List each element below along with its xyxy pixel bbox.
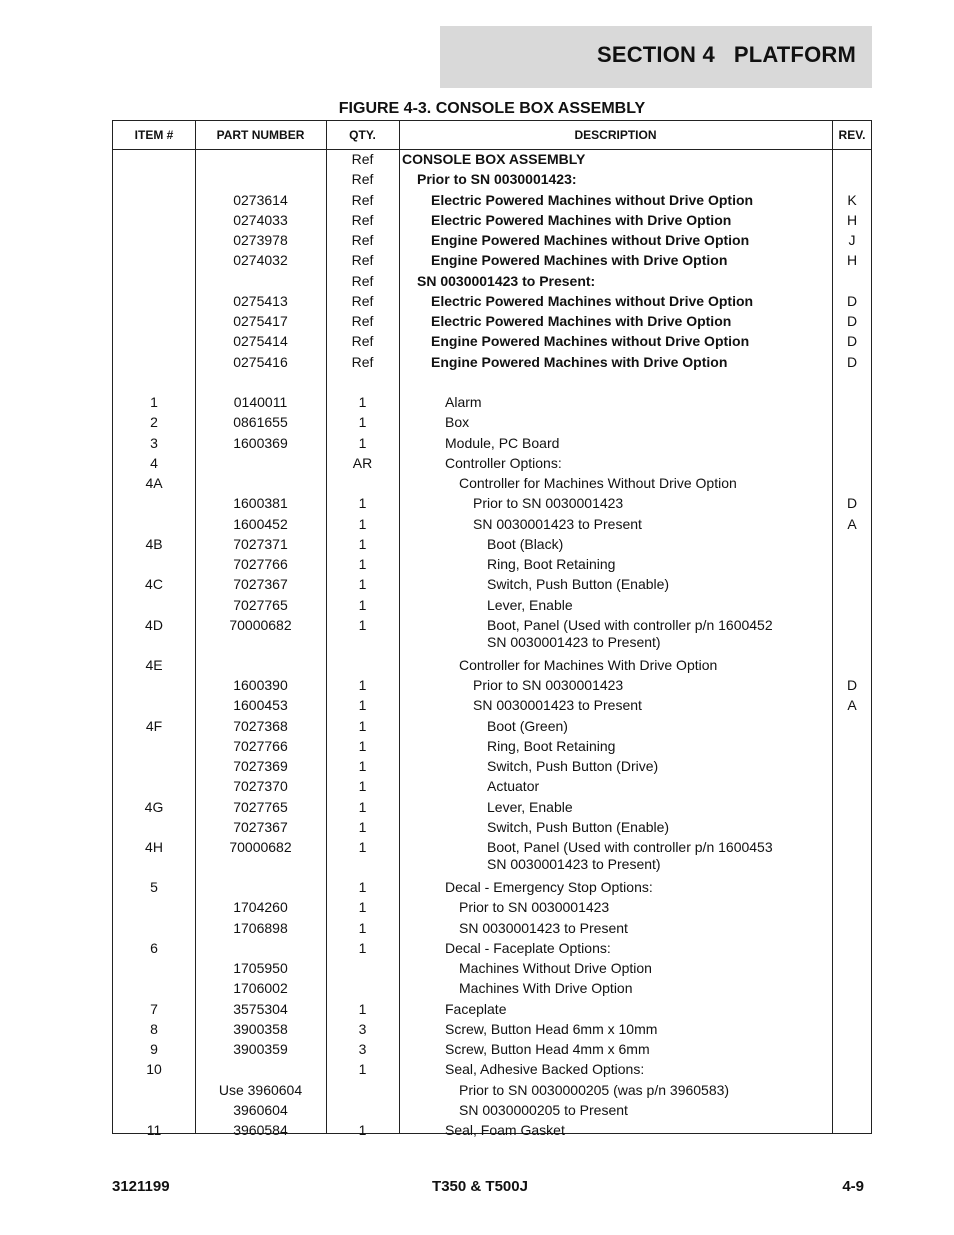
part-number-cell: 0275414 [233, 333, 288, 350]
table-row [113, 819, 871, 839]
description-cell: Machines With Drive Option [459, 980, 633, 997]
part-number-cell: 1600453 [233, 697, 288, 714]
description-cell: Switch, Push Button (Drive) [487, 758, 659, 774]
part-number-cell: 3960604 [233, 1101, 288, 1118]
table-row [113, 1122, 871, 1142]
part-number-cell: 7027369 [233, 758, 288, 774]
item-cell: 9 [150, 1041, 158, 1057]
part-number-cell: 1600369 [233, 434, 288, 451]
qty-cell: Ref [351, 191, 374, 208]
qty-cell: 1 [358, 414, 367, 431]
part-number-cell: 1600452 [233, 515, 288, 532]
item-cell: 5 [150, 879, 158, 895]
description-cell: CONSOLE BOX ASSEMBLY [402, 151, 586, 167]
description-cell: Prior to SN 0030001423 [473, 495, 624, 512]
item-cell: 4B [145, 535, 163, 552]
section-header [440, 26, 872, 88]
column-header-qty: QTY. [349, 128, 376, 142]
qty-cell: 3 [358, 1041, 367, 1057]
qty-cell: 1 [358, 556, 367, 572]
part-number-cell: 3900358 [233, 1020, 288, 1037]
part-number-cell: 1706898 [233, 919, 288, 936]
qty-cell: Ref [351, 232, 374, 248]
footer-doc-number: 3121199 [112, 1178, 170, 1195]
table-row [113, 980, 871, 1000]
table-row [113, 758, 871, 778]
qty-cell: Ref [351, 151, 374, 167]
qty-cell: 1 [358, 879, 367, 895]
qty-cell: 1 [358, 717, 367, 734]
description-cell: Faceplate [445, 1000, 507, 1017]
description-cell: Boot (Green) [487, 717, 568, 734]
table-row [113, 435, 871, 455]
qty-cell: AR [352, 454, 373, 471]
item-cell: 4A [145, 475, 163, 491]
table-row [113, 799, 871, 819]
description-cell: Lever, Enable [487, 798, 573, 815]
qty-cell: Ref [351, 313, 374, 329]
table-row [113, 677, 871, 697]
part-number-cell: 0274032 [233, 252, 288, 269]
part-number-cell: 0275417 [233, 313, 288, 329]
table-row [113, 394, 871, 414]
part-number-cell: 7027371 [233, 535, 288, 552]
rev-cell: D [846, 333, 858, 350]
rev-cell: H [846, 252, 858, 269]
description-cell: Prior to SN 0030001423 [473, 677, 624, 693]
table-row [113, 1102, 871, 1122]
table-row [113, 212, 871, 232]
description-cell: Engine Powered Machines without Drive Option [431, 333, 750, 350]
item-cell: 2 [150, 414, 158, 431]
table-row [113, 839, 871, 877]
part-number-cell: 7027765 [233, 596, 288, 613]
rev-cell: D [846, 353, 858, 370]
part-number-cell: 0273614 [233, 191, 288, 208]
description-cell: Controller for Machines With Drive Option [459, 656, 718, 673]
table-row [113, 313, 871, 333]
item-cell: 3 [150, 434, 158, 451]
part-number-cell: 70000682 [229, 839, 292, 855]
table-row [113, 1061, 871, 1081]
description-cell: Alarm [445, 394, 482, 410]
column-header-rev: REV. [838, 128, 866, 142]
part-number-cell: 0275416 [233, 353, 288, 370]
table-row [113, 576, 871, 596]
table-row [113, 940, 871, 960]
rev-cell: D [846, 495, 858, 512]
description-cell: Electric Powered Machines with Drive Option [431, 313, 732, 329]
rev-cell: A [847, 697, 857, 714]
part-number-cell: 0140011 [233, 394, 288, 410]
description-cell: SN 0030000205 to Present [459, 1101, 628, 1118]
description-cell: Actuator [487, 778, 540, 795]
item-cell: 4F [145, 717, 163, 734]
qty-cell: 1 [358, 939, 367, 956]
part-number-cell: 1706002 [233, 980, 288, 997]
table-row [113, 455, 871, 475]
item-cell: 4H [145, 839, 163, 855]
item-cell: 4G [144, 798, 164, 815]
part-number-cell: 3960584 [233, 1122, 288, 1138]
description-cell: Engine Powered Machines with Drive Option [431, 353, 728, 370]
qty-cell: 1 [358, 919, 367, 936]
description-cell: Switch, Push Button (Enable) [487, 818, 670, 835]
table-row [113, 252, 871, 272]
part-number-cell: 7027766 [233, 556, 288, 572]
table-row [113, 293, 871, 313]
part-number-cell: 1600381 [233, 495, 288, 512]
part-number-cell: 0275413 [233, 292, 288, 309]
qty-cell: Ref [351, 353, 374, 370]
part-number-cell: 0273978 [233, 232, 288, 248]
rev-cell: J [848, 232, 856, 248]
table-row [113, 1021, 871, 1041]
table-row [113, 960, 871, 980]
description-cell: Electric Powered Machines without Drive Option [431, 292, 754, 309]
item-cell: 4E [145, 656, 163, 673]
table-row [113, 879, 871, 899]
part-number-cell: 7027367 [233, 576, 288, 593]
table-row [113, 718, 871, 738]
description-cell: SN 0030001423 to Present [473, 697, 642, 714]
figure-title: FIGURE 4-3. CONSOLE BOX ASSEMBLY [338, 100, 646, 117]
part-number-cell: 7027766 [233, 737, 288, 754]
part-number-cell: 7027765 [233, 798, 288, 815]
qty-cell: 1 [358, 596, 367, 613]
part-number-cell: 1600390 [233, 677, 288, 693]
item-cell: 4C [145, 576, 163, 593]
item-cell: 10 [146, 1061, 162, 1078]
qty-cell: 1 [358, 798, 367, 815]
qty-cell: Ref [351, 171, 374, 188]
qty-cell: 1 [358, 1000, 367, 1017]
table-row [113, 333, 871, 353]
qty-cell: 1 [358, 758, 367, 774]
qty-cell: 1 [358, 1061, 367, 1078]
part-number-cell: 70000682 [229, 616, 292, 633]
item-cell: 1 [150, 394, 158, 410]
qty-cell: 1 [358, 1122, 367, 1138]
description-cell: Boot, Panel (Used with controller p/n 1600452 SN 0030001423 to Present) [487, 616, 773, 650]
description-cell: SN 0030001423 to Present [473, 515, 642, 532]
part-number-cell: 1705950 [233, 960, 288, 976]
qty-cell: 1 [358, 576, 367, 593]
description-cell: Lever, Enable [487, 596, 573, 613]
qty-cell: 1 [358, 677, 367, 693]
table-row [113, 920, 871, 940]
description-cell: Prior to SN 0030001423: [417, 171, 577, 188]
description-cell: Prior to SN 0030001423 [459, 899, 610, 916]
description-cell: Ring, Boot Retaining [487, 737, 616, 754]
qty-cell: Ref [351, 272, 374, 289]
item-cell: 4D [145, 616, 163, 633]
section-title: SECTION 4 PLATFORM [596, 42, 856, 67]
qty-cell: 1 [358, 515, 367, 532]
description-cell: Seal, Foam Gasket [445, 1122, 565, 1138]
description-cell: Engine Powered Machines without Drive Option [431, 232, 750, 248]
part-number-cell: 7027367 [233, 818, 288, 835]
column-header-description: DESCRIPTION [574, 128, 657, 142]
description-cell: Seal, Adhesive Backed Options: [445, 1061, 645, 1078]
item-cell: 6 [150, 939, 158, 956]
description-cell: Screw, Button Head 6mm x 10mm [445, 1020, 658, 1037]
description-cell: Electric Powered Machines without Drive Option [431, 191, 754, 208]
table-row [113, 192, 871, 212]
part-number-cell: 1704260 [233, 899, 288, 916]
footer-page-number: 4-9 [842, 1178, 864, 1195]
description-cell: Box [445, 414, 470, 431]
description-cell: Boot, Panel (Used with controller p/n 1600453 SN 0030001423 to Present) [487, 839, 773, 872]
qty-cell: Ref [351, 211, 374, 228]
description-cell: Machines Without Drive Option [459, 960, 652, 976]
column-header-part-number: PART NUMBER [216, 128, 305, 142]
table-row [113, 516, 871, 536]
qty-cell: 1 [358, 394, 367, 410]
rev-cell: H [846, 211, 858, 228]
column-header-item: ITEM # [134, 128, 174, 142]
qty-cell: 1 [358, 778, 367, 795]
description-cell: Boot (Black) [487, 535, 564, 552]
table-row [113, 899, 871, 919]
footer-model: T350 & T500J [432, 1178, 528, 1195]
qty-cell: 1 [358, 818, 367, 835]
description-cell: Controller Options: [445, 454, 562, 471]
table-row [113, 354, 871, 374]
qty-cell: 1 [358, 535, 367, 552]
table-row [113, 495, 871, 515]
table-row [113, 1041, 871, 1061]
qty-cell: Ref [351, 333, 374, 350]
table-row [113, 273, 871, 293]
table-row [113, 475, 871, 495]
table-row [113, 657, 871, 677]
rev-cell: K [847, 191, 857, 208]
qty-cell: 1 [358, 434, 367, 451]
part-number-cell: 3575304 [233, 1000, 288, 1017]
description-cell: Module, PC Board [445, 434, 560, 451]
description-cell: Switch, Push Button (Enable) [487, 576, 670, 593]
table-row [113, 778, 871, 798]
table-row [113, 556, 871, 576]
qty-cell: 1 [358, 737, 367, 754]
qty-cell: 1 [358, 616, 367, 633]
qty-cell: 1 [358, 697, 367, 714]
qty-cell: 1 [358, 899, 367, 916]
table-row [113, 232, 871, 252]
table-row [113, 1001, 871, 1021]
item-cell: 7 [150, 1000, 158, 1017]
table-row [113, 1082, 871, 1102]
rev-cell: D [846, 292, 858, 309]
parts-table [112, 120, 872, 1138]
part-number-cell: 0861655 [233, 414, 288, 431]
description-cell: SN 0030001423 to Present [459, 919, 628, 936]
description-cell: Ring, Boot Retaining [487, 556, 616, 572]
rev-cell: D [846, 313, 858, 329]
table-row [113, 374, 871, 394]
part-number-cell: 7027368 [233, 717, 288, 734]
description-cell: Controller for Machines Without Drive Option [459, 475, 737, 491]
part-number-cell: 7027370 [233, 778, 288, 795]
description-cell: Decal - Emergency Stop Options: [445, 879, 653, 895]
header-divider [113, 149, 871, 150]
table-row [113, 697, 871, 717]
description-cell: Electric Powered Machines with Drive Option [431, 211, 732, 228]
table-row [113, 414, 871, 434]
table-row [113, 151, 871, 171]
item-cell: 11 [146, 1122, 162, 1138]
qty-cell: 1 [358, 839, 367, 855]
table-row [113, 171, 871, 191]
description-cell: Decal - Faceplate Options: [445, 939, 611, 956]
qty-cell: 3 [358, 1020, 367, 1037]
qty-cell: Ref [351, 292, 374, 309]
rev-cell: D [846, 677, 858, 693]
qty-cell: Ref [351, 252, 374, 269]
part-number-cell: 3900359 [233, 1041, 288, 1057]
part-number-cell: Use 3960604 [218, 1081, 303, 1098]
table-row [113, 617, 871, 655]
table-row [113, 536, 871, 556]
description-cell: SN 0030001423 to Present: [417, 272, 596, 289]
qty-cell: 1 [358, 495, 367, 512]
part-number-cell: 0274033 [233, 211, 288, 228]
description-cell: Screw, Button Head 4mm x 6mm [445, 1041, 650, 1057]
rev-cell: A [847, 515, 857, 532]
item-cell: 4 [150, 454, 158, 471]
item-cell: 8 [150, 1020, 158, 1037]
description-cell: Prior to SN 0030000205 (was p/n 3960583) [459, 1081, 730, 1098]
description-cell: Engine Powered Machines with Drive Option [431, 252, 728, 269]
table-row [113, 597, 871, 617]
table-row [113, 738, 871, 758]
